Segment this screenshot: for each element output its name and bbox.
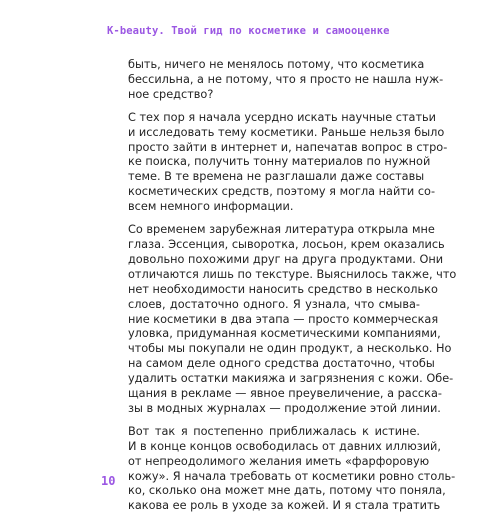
paragraph-4 xyxy=(128,424,456,514)
text-line: и исследовать тему косметики. Раньше нельзя было xyxy=(128,125,445,139)
text-line: Вот так я постепенно приближалась к истине. xyxy=(128,424,420,438)
text-line: бессильна, а не потому, что я просто не нашла нуж- xyxy=(128,72,444,86)
running-header: K-beauty. Твой гид по косметике и самооценке xyxy=(107,25,390,37)
text-line: чтобы мы покупали не один продукт, а несколько. Но xyxy=(128,342,452,356)
text-line: ко, сколько она может мне дать, потому что поняла, xyxy=(128,484,446,498)
text-line: быть, ничего не менялось потому, что косметика xyxy=(128,58,425,71)
text-line: С тех пор я начала усердно искать научные статьи xyxy=(128,110,437,124)
text-line: зы в модных журналах — продолжение этой линии. xyxy=(128,401,441,415)
text-line: отличаются лишь по текстуре. Выяснилось также, что xyxy=(128,267,457,281)
text-line: косметических средств, поэтому я могла найти со- xyxy=(128,185,436,199)
paragraph-1 xyxy=(128,58,444,103)
text-line: уловка, придуманная косметическими компаниями, xyxy=(128,327,441,341)
text-line: нет необходимости наносить средство в несколько xyxy=(128,282,438,296)
text-line: теме. В те времена не разглашали даже составы xyxy=(128,170,425,184)
text-line: кожу». Я начала требовать от косметики ровно столь- xyxy=(128,469,456,483)
text-line: удалить остатки макияжа и загрязнения с кожи. Обе- xyxy=(128,372,454,386)
text-line: на самом деле одного средства достаточно, чтобы xyxy=(128,357,435,371)
text-line: ке поиска, получить тонну материалов по нужной xyxy=(128,155,431,169)
paragraph-3 xyxy=(128,223,457,417)
text-line: ное средство? xyxy=(128,87,214,101)
text-line: Со временем зарубежная литература открыла мне xyxy=(128,223,435,237)
text-line: просто зайти в интернет и, напечатав вопрос в стро- xyxy=(128,140,448,154)
text-line: слоев, достаточно одного. Я узнала, что смыва- xyxy=(128,297,420,311)
body-text xyxy=(128,58,457,514)
text-line: И в конце концов освободилась от давних иллюзий, xyxy=(128,439,441,453)
text-line: от непреодолимого желания иметь «фарфоровую xyxy=(128,454,430,468)
text-line: довольно похожими друг на друга продуктами. Они xyxy=(128,252,444,266)
paragraph-2 xyxy=(128,110,448,215)
text-line: ние косметики в два этапа — просто коммерческая xyxy=(128,312,439,326)
text-line: глаза. Эссенция, сыворотка, лосьон, крем оказались xyxy=(128,237,445,251)
text-line: какова ее роль в уходе за кожей. И я стала тратить xyxy=(128,499,441,513)
page-number: 10 xyxy=(101,474,116,488)
text-line: щания в рекламе — явное преувеличение, а расска- xyxy=(128,387,442,401)
text-line: всем немного информации. xyxy=(128,200,294,214)
